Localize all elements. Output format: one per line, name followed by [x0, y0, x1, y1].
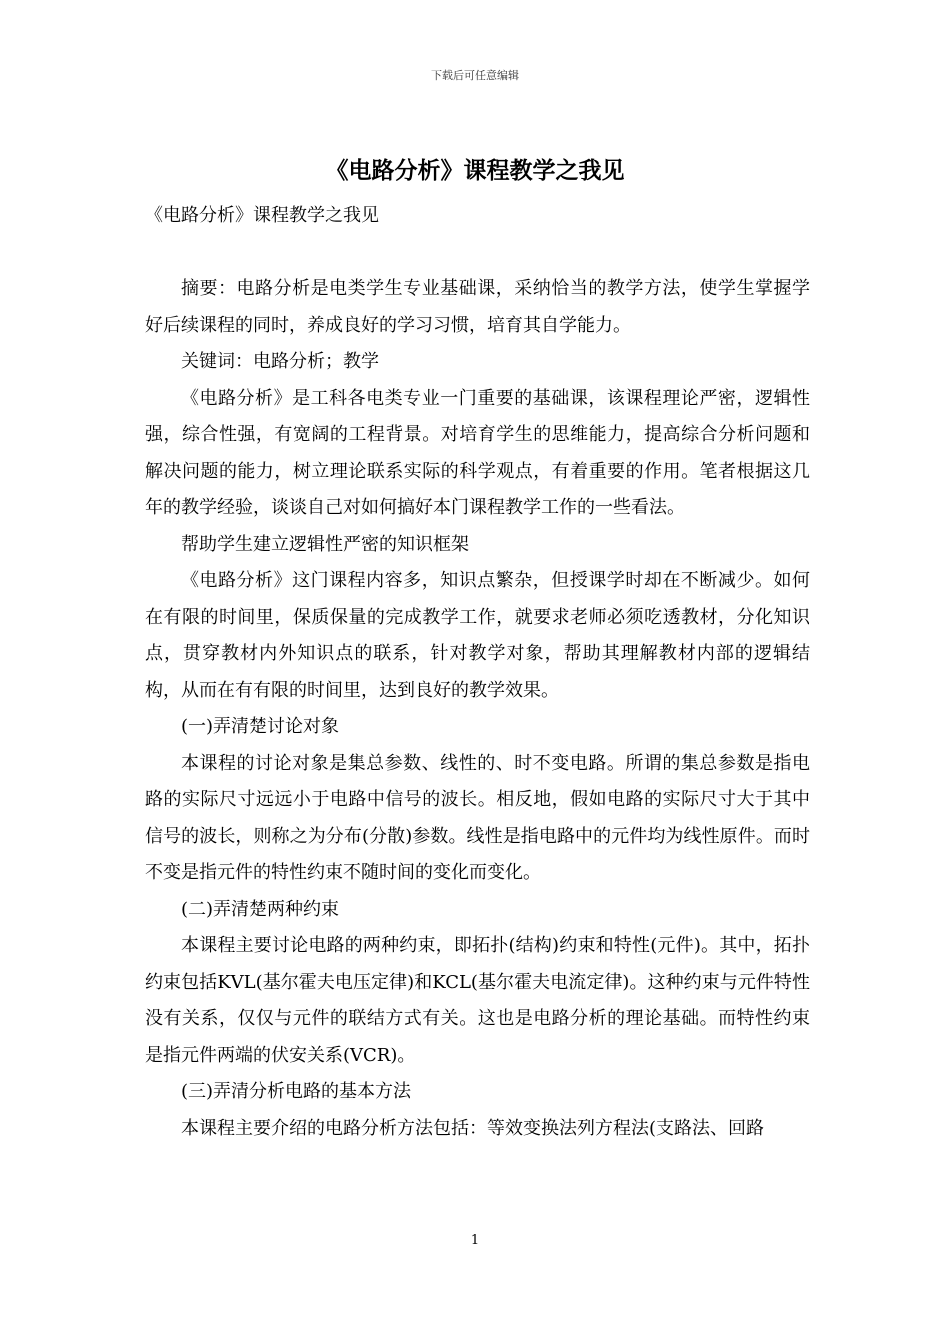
page-number: 1 [470, 1233, 480, 1248]
body-paragraph: 本课程的讨论对象是集总参数、线性的、时不变电路。所谓的集总参数是指电路的实际尺寸远远小于电路中信号的波长。相反地，假如电路的实际尺寸大于其中信号的波长，则称之为分布(分散)参数。线性是指电路中的元件均为线性原件。而时不变是指元件的特性约束不随时间的变化而变化。 [145, 752, 810, 883]
document-subtitle: 《电路分析》课程教学之我见 [145, 205, 379, 226]
body-paragraph: 本课程主要讨论电路的两种约束，即拓扑(结构)约束和特性(元件)。其中，拓扑约束包括KVL(基尔霍夫电压定律)和KCL(基尔霍夫电流定律)。这种约束与元件特性没有关系，仅仅与元件的联结方式有关。这也是电路分析的理论基础。而特性约束是指元件两端的伏安关系(VCR)。 [145, 935, 810, 1066]
subsection-heading-2: (二)弄清楚两种约束 [181, 898, 340, 920]
header-note: 下载后可任意编辑 [431, 69, 519, 82]
keywords-paragraph: 关键词：电路分析；教学 [181, 351, 379, 372]
subsection-heading-1: (一)弄清楚讨论对象 [181, 716, 340, 737]
document-title: 《电路分析》课程教学之我见 [325, 157, 625, 184]
intro-paragraph: 《电路分析》是工科各电类专业一门重要的基础课，该课程理论严密，逻辑性强，综合性强，有宽阔的工程背景。对培育学生的思维能力，提高综合分析问题和解决问题的能力，树立理论联系实际的科学观点，有着重要的作用。笔者根据这几年的教学经验，谈谈自己对如何搞好本门课程教学工作的一些看法。 [145, 387, 810, 518]
subsection-heading-3: (三)弄清分析电路的基本方法 [181, 1081, 412, 1102]
body-paragraph: 《电路分析》这门课程内容多，知识点繁杂，但授课学时却在不断减少。如何在有限的时间里，保质保量的完成教学工作，就要求老师必须吃透教材，分化知识点，贯穿教材内外知识点的联系，针对教学对象，帮助其理解教材内部的逻辑结构，从而在有有限的时间里，达到良好的教学效果。 [145, 570, 810, 701]
abstract-paragraph: 摘要：电路分析是电类学生专业基础课，采纳恰当的教学方法，使学生掌握学好后续课程的同时，养成良好的学习习惯，培育其自学能力。 [145, 278, 810, 336]
body-paragraph: 本课程主要介绍的电路分析方法包括：等效变换法列方程法(支路法、回路 [181, 1117, 765, 1139]
section-heading: 帮助学生建立逻辑性严密的知识框架 [181, 533, 469, 555]
document-body [145, 198, 810, 1147]
